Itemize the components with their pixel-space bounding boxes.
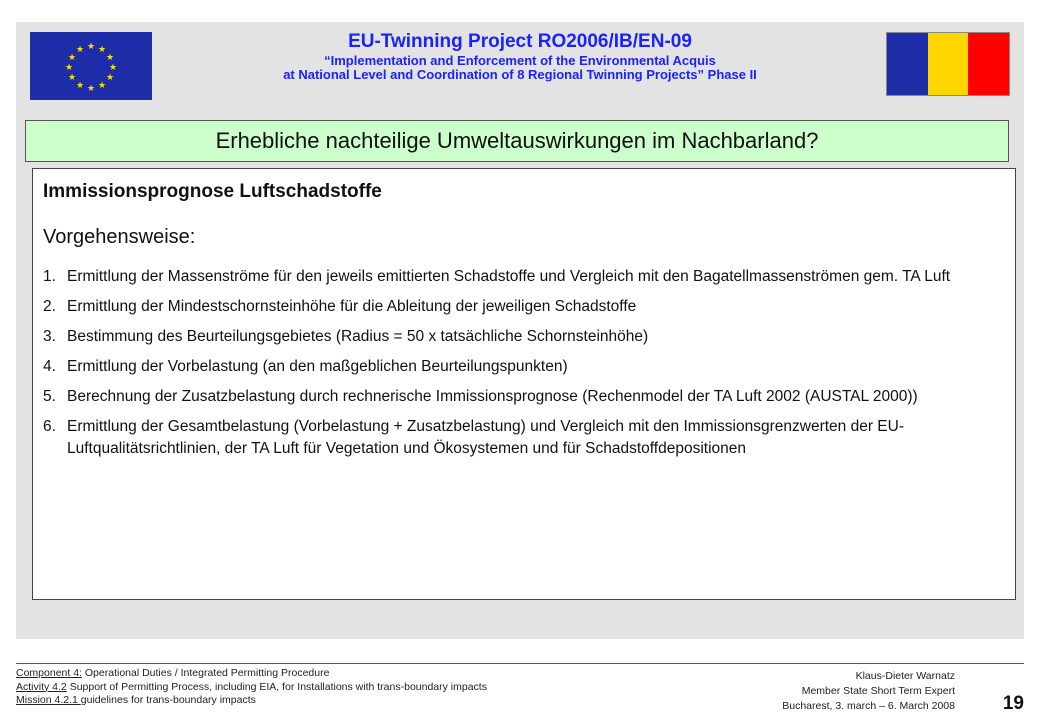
svg-text:★: ★: [105, 53, 115, 63]
eu-stars: [30, 32, 152, 100]
flag-stripe-blue: [887, 33, 928, 95]
svg-text:★: ★: [75, 45, 85, 55]
slide-title: Erhebliche nachteilige Umweltauswirkungen im Nachbarland?: [215, 128, 819, 153]
item-text: Ermittlung der Vorbelastung (an den maßgeblichen Beurteilungspunkten): [67, 358, 568, 375]
svg-text:★: ★: [86, 42, 96, 52]
activity-label: Activity 4.2: [16, 680, 67, 693]
item-text: Berechnung der Zusatzbelastung durch rechnerische Immissionsprognose (Rechenmodel der TA Luft 2002 (AUSTAL 2000)): [67, 388, 918, 405]
list-item: [43, 416, 983, 460]
project-subtitle-line2: at National Level and Coordination of 8 Regional Twinning Projects” Phase II: [283, 67, 757, 82]
content-heading: Immissionsprognose Luftschadstoffe: [43, 181, 382, 202]
footer-divider: [16, 663, 1024, 664]
eu-flag-icon: [30, 32, 152, 100]
footer-activity: [16, 681, 487, 695]
svg-text:★: ★: [105, 73, 115, 83]
flag-stripe-red: [968, 33, 1009, 95]
item-number: 2.: [43, 298, 56, 315]
author-name: Klaus-Dieter Warnatz: [855, 670, 955, 682]
footer-left: [16, 667, 487, 708]
procedure-list: [43, 266, 983, 468]
project-title: EU-Twinning Project RO2006/IB/EN-09: [348, 31, 692, 52]
footer-component: [16, 667, 487, 681]
content-subheading: Vorgehensweise:: [43, 226, 196, 248]
svg-text:★: ★: [86, 84, 96, 94]
item-text: Bestimmung des Beurteilungsgebietes (Radius = 50 x tatsächliche Schornsteinhöhe): [67, 328, 649, 345]
item-text: Ermittlung der Mindestschornsteinhöhe für die Ableitung der jeweiligen Schadstoffe: [67, 298, 637, 315]
footer-mission: [16, 694, 487, 708]
project-subtitle-line1: “Implementation and Enforcement of the Environmental Acquis: [324, 53, 716, 68]
author-role: Member State Short Term Expert: [801, 685, 955, 697]
item-number: 1.: [43, 268, 56, 285]
item-number: 4.: [43, 358, 56, 375]
svg-text:★: ★: [75, 81, 85, 91]
item-number: 3.: [43, 328, 56, 345]
list-item: [43, 296, 983, 318]
item-text: Ermittlung der Gesamtbelastung (Vorbelastung + Zusatzbelastung) und Vergleich mit den Immissionsgrenzwerten der EU-Luftqualitätsrichtlinien, der TA Luft für Vegetation und Ökosystemen und für Schadstoffdepositionen: [67, 418, 904, 457]
list-item: [43, 386, 983, 408]
project-header: [160, 30, 880, 82]
item-number: 5.: [43, 388, 56, 405]
svg-text:★: ★: [64, 63, 74, 73]
romania-flag-icon: [886, 32, 1010, 96]
place-date: Bucharest, 3. march – 6. March 2008: [782, 700, 955, 712]
slide-title-box: [25, 120, 1009, 162]
page-number: 19: [1002, 693, 1024, 714]
svg-text:★: ★: [67, 73, 77, 83]
svg-text:★: ★: [108, 63, 118, 73]
svg-text:★: ★: [97, 45, 107, 55]
item-number: 6.: [43, 418, 56, 435]
component-label: Component 4:: [16, 667, 82, 679]
content-box: [32, 168, 1016, 600]
svg-text:★: ★: [67, 53, 77, 63]
mission-text: guidelines for trans-boundary impacts: [80, 694, 256, 706]
activity-text: Support of Permitting Process, including EIA, for Installations with trans-boundary impacts: [66, 680, 487, 693]
flag-stripe-yellow: [928, 33, 969, 95]
footer-right: [782, 669, 955, 714]
list-item: [43, 326, 983, 348]
item-text: Ermittlung der Massenströme für den jeweils emittierten Schadstoffe und Vergleich mit den Bagatellmassenströmen gem. TA Luft: [67, 268, 951, 285]
list-item: [43, 356, 983, 378]
mission-label: Mission 4.2.1: [16, 694, 81, 706]
component-text: Operational Duties / Integrated Permitting Procedure: [81, 667, 330, 679]
svg-text:★: ★: [97, 81, 107, 91]
list-item: [43, 266, 983, 288]
